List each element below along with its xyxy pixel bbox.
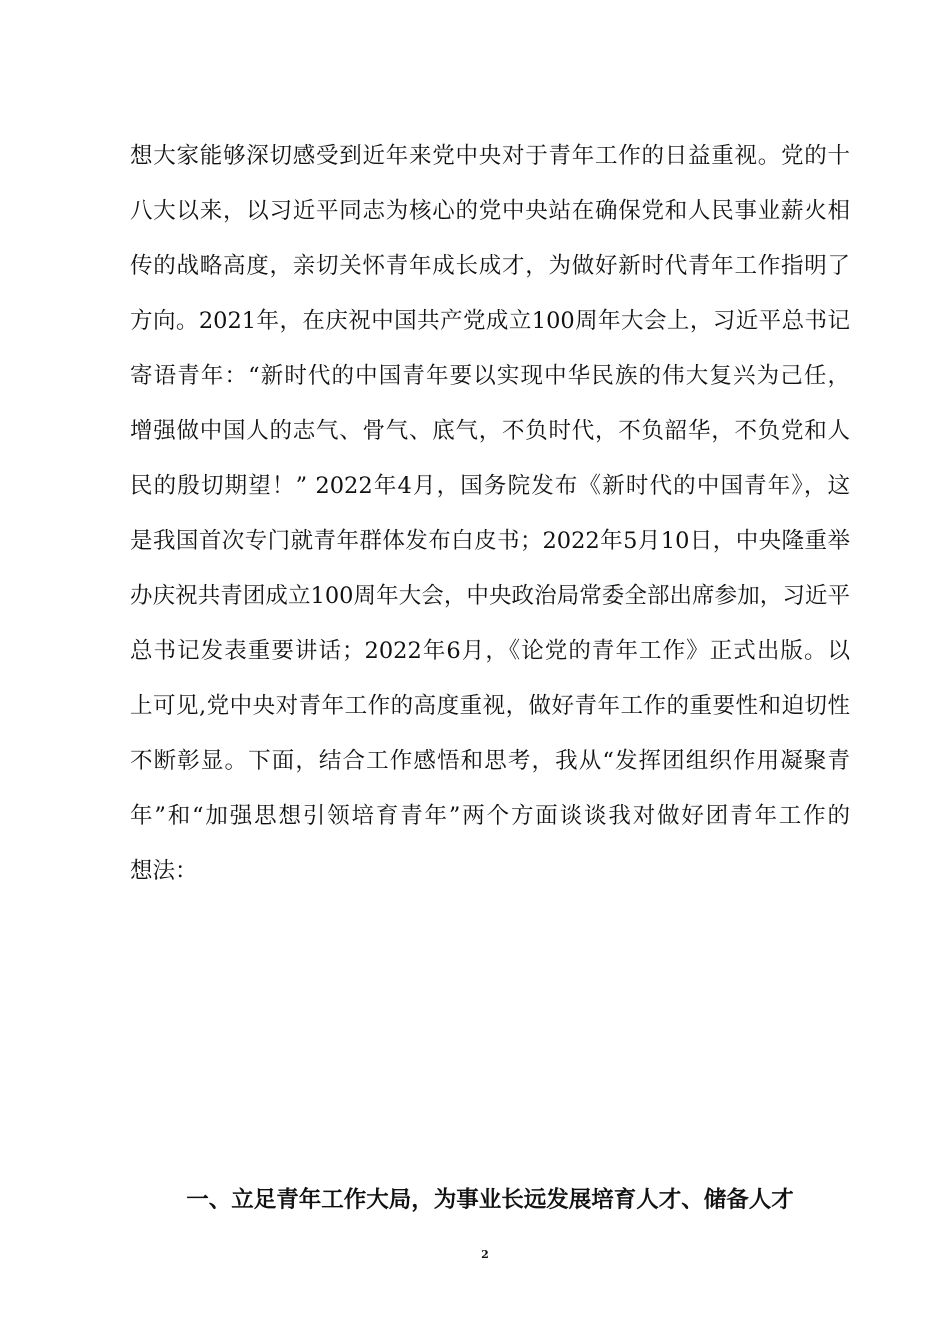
- section-heading: 一、立足青年工作大局，为事业长远发展培育人才、储备人才: [186, 1187, 794, 1213]
- body-paragraph: [130, 134, 850, 904]
- paragraph-line: 传的战略高度，亲切关怀青年成长成才，为做好新时代青年工作指明了: [130, 253, 850, 279]
- paragraph-line: 不断彰显。下面，结合工作感悟和思考，我从“发挥团组织作用凝聚青: [130, 748, 850, 774]
- paragraph-line: 是我国首次专门就青年群体发布白皮书；2022年5月10日，中央隆重举: [130, 528, 850, 554]
- paragraph-line: 八大以来，以习近平同志为核心的党中央站在确保党和人民事业薪火相: [130, 198, 850, 224]
- paragraph-line: 方向。2021年，在庆祝中国共产党成立100周年大会上，习近平总书记: [130, 308, 850, 334]
- paragraph-line: 办庆祝共青团成立100周年大会，中央政治局常委全部出席参加，习近平: [130, 583, 850, 609]
- paragraph-line: 总书记发表重要讲话；2022年6月，《论党的青年工作》正式出版。以: [130, 638, 850, 664]
- paragraph-line: 想大家能够深切感受到近年来党中央对于青年工作的日益重视。党的十: [130, 143, 850, 169]
- paragraph-line: 年”和“加强思想引领培育青年”两个方面谈谈我对做好团青年工作的: [130, 803, 850, 829]
- paragraph-line: 想法：: [130, 858, 198, 884]
- paragraph-line: 上可见,党中央对青年工作的高度重视，做好青年工作的重要性和迫切性: [130, 693, 850, 719]
- paragraph-line: 寄语青年：“新时代的中国青年要以实现中华民族的伟大复兴为己任，: [130, 363, 850, 389]
- page-number: 2: [481, 1248, 489, 1261]
- paragraph-line: 民的殷切期望！” 2022年4月，国务院发布《新时代的中国青年》，这: [130, 473, 850, 499]
- paragraph-line: 增强做中国人的志气、骨气、底气，不负时代，不负韶华，不负党和人: [130, 418, 850, 444]
